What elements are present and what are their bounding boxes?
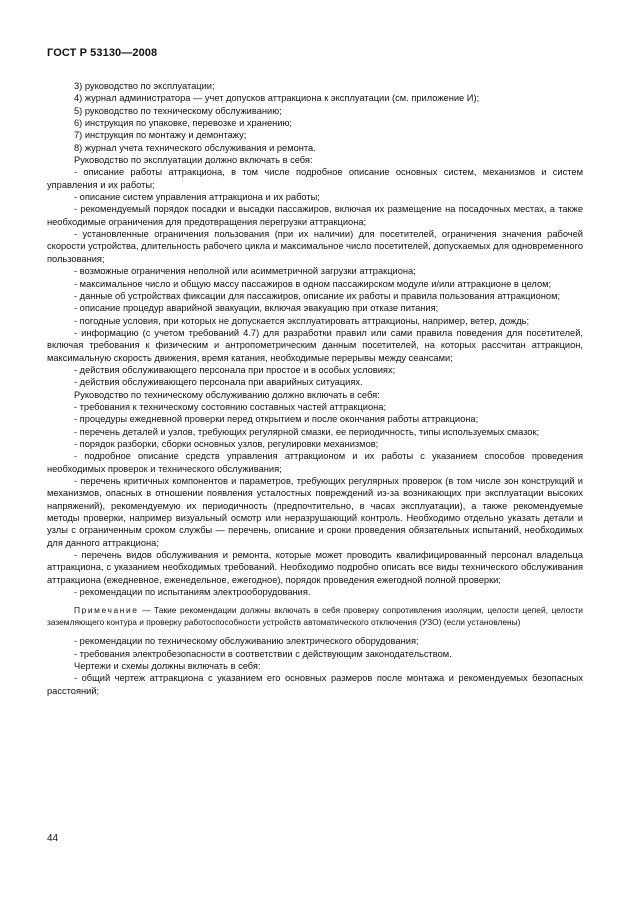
paragraph: - перечень критичных компонентов и параметров, требующих регулярных проверок (в том числе зон конструкций и механизмов, опасных в отношении появления усталостных повреждений из-за возникающих при эксплуатации высоких напряжений), рекомендуемую их периодичность (предпочтительно, в часах эксплуатации), а также рекомендуемые методы проверки, например визуальный осмотр или неразрушающий контроль. Необходимо отдельно указать детали и узлы с ограниченным сроком службы — перечень, описание и сроки проведения обязательных испытаний, необходимых для данного аттракциона; <box>47 476 583 548</box>
paragraph: - процедуры ежедневной проверки перед открытием и после окончания работы аттракциона; <box>74 414 479 425</box>
paragraph: - рекомендации по техническому обслуживанию электрического оборудования; <box>74 636 419 647</box>
paragraph: - действия обслуживающего персонала при простое и в особых условиях; <box>74 364 396 375</box>
paragraph: - общий чертеж аттракциона с указанием его основных размеров после монтажа и рекомендуемых безопасных расстояний; <box>47 673 583 696</box>
paragraph: - перечень деталей и узлов, требующих регулярной смазки, ее периодичность, типы используемых смазок; <box>74 426 540 437</box>
paragraph: - данные об устройствах фиксации для пассажиров, описание их работы и правила пользования аттракционом; <box>74 290 561 301</box>
paragraph: - максимальное число и общую массу пассажиров в одном пассажирском модуле и/или аттракционе в целом; <box>74 278 552 289</box>
paragraph: 6) инструкция по упаковке, перевозке и хранению; <box>74 118 293 129</box>
paragraph: 5) руководство по техническому обслуживанию; <box>74 105 282 116</box>
paragraph: - рекомендуемый порядок посадки и высадки пассажиров, включая их размещение на посадочных местах, а также необходимые ограничения для предотвращения перегрузки аттракциона; <box>47 204 583 227</box>
paragraph: Чертежи и схемы должны включать в себя: <box>74 660 261 671</box>
paragraph: - описание систем управления аттракциона и их работы; <box>74 192 320 203</box>
note-text: — Такие рекомендации должны включать в себя проверку сопротивления изоляции, целости цепей, целости заземляющего контура и проверку работоспособности устройств автоматического отключения (УЗО) (если установлены) <box>47 605 583 627</box>
paragraph: - действия обслуживающего персонала при аварийных ситуациях. <box>74 377 363 388</box>
paragraph: 3) руководство по эксплуатации; <box>74 81 215 91</box>
paragraph: - порядок разборки, сборки основных узлов, регулировки механизмов; <box>74 438 379 449</box>
paragraph: - рекомендации по испытаниям электрооборудования. <box>74 587 311 598</box>
paragraph: - информацию (с учетом требований 4.7) для разработки правил или сами правила поведения для посетителей, включая требования к физическим и антропометрическим данным посетителей, на которых рассчитан аттракцион, максимальную скорость движения, время катания, необходимые перерывы между сеансами; <box>47 327 583 363</box>
paragraph: 7) инструкция по монтажу и демонтажу; <box>74 130 247 141</box>
paragraph: 8) журнал учета технического обслуживания и ремонта. <box>74 142 316 153</box>
paragraph: - описание работы аттракциона, в том числе подробное описание основных систем, механизмов и систем управления и их работы; <box>47 167 583 190</box>
page-header: ГОСТ Р 53130—2008 <box>47 47 158 59</box>
paragraph: - подробное описание средств управления аттракционом и их работы с указанием способов проведения необходимых проверок и технического обслуживания; <box>47 451 583 474</box>
paragraph: Руководство по техническому обслуживанию должно включать в себя: <box>74 389 380 400</box>
paragraph: - требования электробезопасности в соответствии с действующим законодательством. <box>74 648 452 659</box>
page-number: 44 <box>47 833 59 844</box>
paragraph: - установленные ограничения пользования (при их наличии) для посетителей, ограничения значения рабочей скорости устройства, длительность рабочего цикла и максимальное число посетителей, допускаемых для одновременного пользования; <box>47 229 583 264</box>
paragraph: - погодные условия, при которых не допускается эксплуатировать аттракционы, например, ветер, дождь; <box>74 315 530 326</box>
note-label: Примечание <box>74 605 139 616</box>
note <box>47 605 583 628</box>
paragraph: - перечень видов обслуживания и ремонта, которые может проводить квалифицированный персонал владельца аттракциона, с указанием необходимых требований. Необходимо подробно описать все виды технического обслуживания аттракциона (ежедневное, еженедельное, ежегодное), порядок проведения ежегодной полной проверки; <box>47 550 583 585</box>
document-body <box>47 80 583 697</box>
paragraph: 4) журнал администратора — учет допусков аттракциона к эксплуатации (см. приложение И); <box>74 93 480 104</box>
paragraph: - требования к техническому состоянию составных частей аттракциона; <box>74 401 387 412</box>
paragraph: - возможные ограничения неполной или асимметричной загрузки аттракциона; <box>74 266 416 277</box>
paragraph: Руководство по эксплуатации должно включать в себя: <box>74 155 313 166</box>
paragraph: - описание процедур аварийной эвакуации, включая эвакуацию при отказе питания; <box>74 303 439 314</box>
